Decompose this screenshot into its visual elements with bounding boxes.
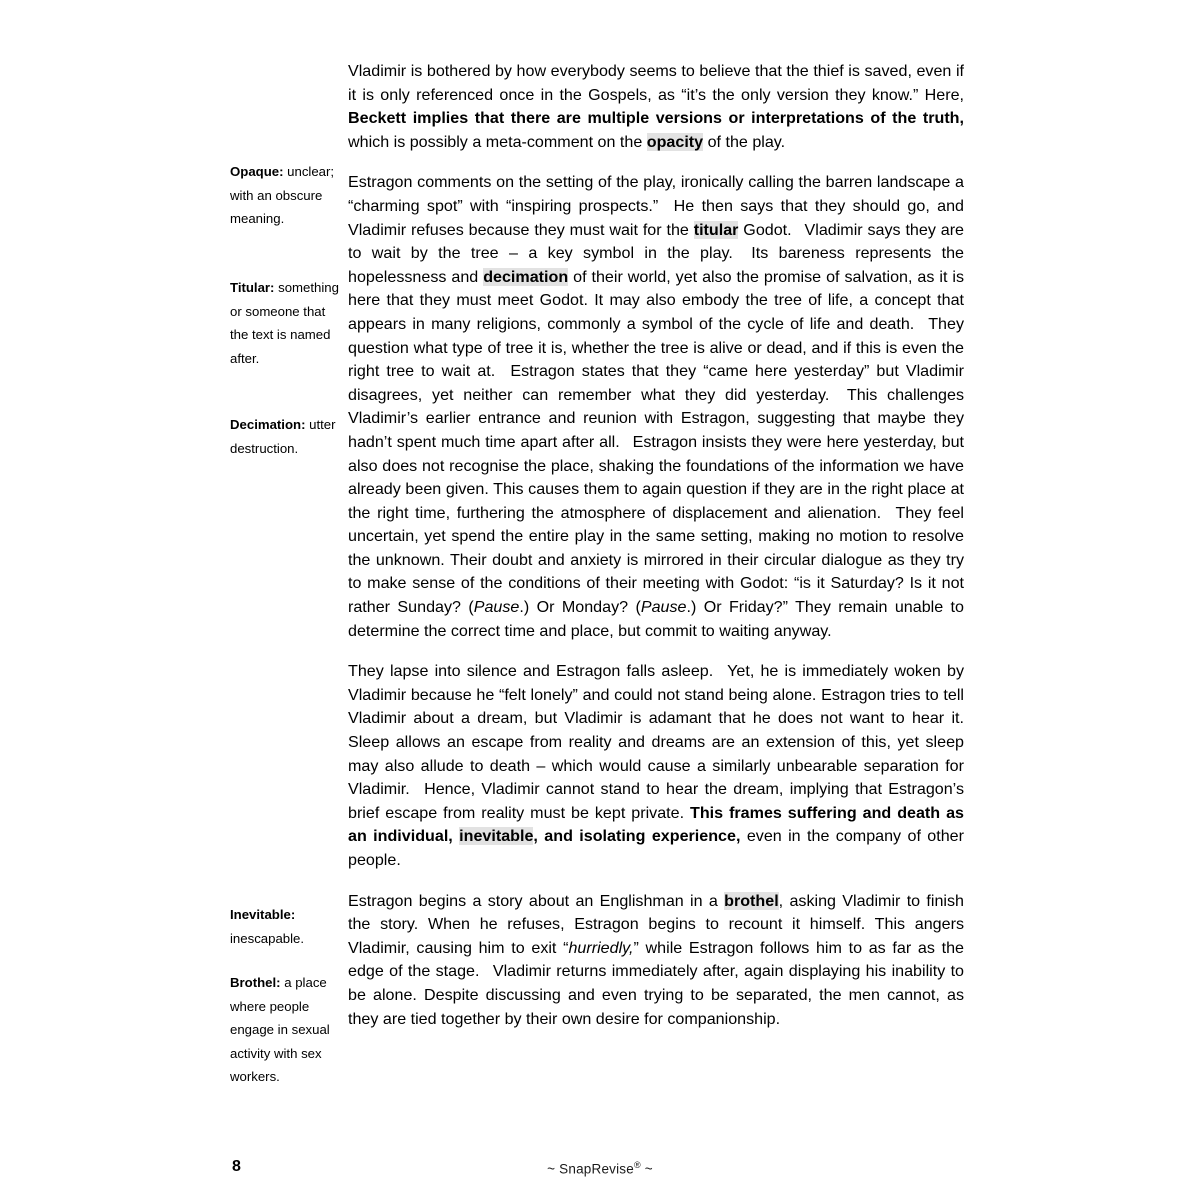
italic-text-run: Pause [473,598,520,617]
text-run: ” while Estragon follows him to as far as the edge of the stage. Vladimir returns immediately after, again displaying his inability to be alone. Despite discussing and even trying to be separated, the men cannot, as they are tied together by their own desire for companionship. [348,938,964,1028]
text-run: even in the company of other people. [348,827,964,869]
glossary-entry [230,276,342,370]
italic-text-run: Pause [640,598,687,617]
brand-suffix: ~ [640,1161,653,1177]
text-run: .) Or Friday?” They remain unable to determine the correct time and place, but commit to waiting anyway. [348,598,964,640]
brand-mark [0,1160,1200,1177]
body-paragraph [348,60,964,154]
body-text-column [348,60,964,1031]
glossary-entry [230,160,342,231]
brand-prefix: ~ [547,1161,560,1177]
glossary-term: Inevitable: [230,907,296,922]
highlighted-key-term: brothel [724,891,779,910]
text-run: They lapse into silence and Estragon falls asleep. Yet, he is immediately woken by Vladimir because he “felt lonely” and could not stand being alone. Estragon tries to tell Vladimir about a dream, but Vladimir is adamant that he does not want to hear it. Sleep allows an escape from reality and dreams are an extension of this, yet sleep may also allude to death – which would cause a similarly unbearable separation for Vladimir. Hence, Vladimir cannot stand to hear the dream, implying that Estragon’s brief escape from reality must be kept private. [348,662,964,822]
italic-text-run: hurriedly, [568,938,634,957]
glossary-definition: a place where people engage in sexual activity with sex workers. [230,975,330,1084]
glossary-entry [230,413,342,460]
text-run: .) Or Monday? ( [519,598,641,617]
page-footer [0,1158,1200,1188]
registered-trademark-icon: ® [633,1160,641,1170]
glossary-definition: inescapable. [230,930,305,946]
highlighted-key-term: opacity [646,132,704,151]
glossary-definition: utter destruction. [230,417,336,456]
body-paragraph [348,660,964,872]
text-run: Godot. Vladimir says they are to wait by the tree – a key symbol in the play. Its bareness represents the hopelessness and [348,220,964,286]
text-run: Estragon begins a story about an Englishman in a [348,891,725,910]
glossary-term: Decimation: [230,417,306,432]
glossary-definition: unclear; with an obscure meaning. [230,164,335,226]
bold-text-run: , [533,827,538,846]
text-run: Estragon comments on the setting of the play, ironically calling the barren landscape a “charming spot” with “inspiring prospects.” He then says that they should go, and Vladimir refuses because they must wait for the [348,173,964,239]
glossary-entry [230,971,342,1089]
glossary-term: Opaque: [230,164,284,179]
text-run: which is possibly a meta-comment on the [348,132,647,151]
highlighted-key-term: titular [693,220,739,239]
page-number: 8 [232,1158,241,1175]
glossary-term: Brothel: [230,975,281,990]
brand-name: SnapRevise [559,1161,634,1177]
glossary-entry [230,903,342,950]
text-run: Vladimir is bothered by how everybody seems to believe that the thief is saved, even if it is only referenced once in the Gospels, as “it’s the only version they know.” Here, [348,62,964,104]
text-run: of their world, yet also the promise of salvation, as it is here that they must meet Godot. It may also embody the tree of life, a concept that appears in many religions, commonly a symbol of the cycle of life and death. They question what type of tree it is, whether the tree is alive or dead, and if this is even the right tree to wait at. Estragon states that they “came here yesterday” but Vladimir disagrees, yet neither can remember what they did yesterday. This challenges Vladimir’s earlier entrance and reunion with Estragon, suggesting that maybe they hadn’t spent much time apart after all. Estragon insists they were here yesterday, but also does not recognise the place, shaking the foundations of the information we have already been given. This causes them to again question if they are in the right place at the right time, furthering the atmosphere of displacement and alienation. They feel uncertain, yet spend the entire play in the same setting, making no motion to resolve the unknown. Their doubt and anxiety is mirrored in their circular dialogue as they try to make sense of the conditions of their meeting with Godot: “is it Saturday? Is it not rather Sunday? ( [348,267,964,617]
bold-text-run: and isolating experience, [537,827,741,846]
highlighted-key-term: inevitable [459,827,534,846]
text-run: of the play. [703,132,786,151]
bold-text-run: Beckett implies that there are multiple versions or interpretations of the truth, [348,109,964,128]
bold-text-run: This frames suffering and death as an individual, [348,803,964,846]
highlighted-key-term: decimation [483,267,569,286]
glossary-definition: something or someone that the text is named after. [230,280,339,366]
body-paragraph [348,171,964,643]
glossary-term: Titular: [230,280,275,295]
text-run: , asking Vladimir to finish the story. When he refuses, Estragon begins to recount it himself. This angers Vladimir, causing him to exit “ [348,891,964,957]
body-paragraph [348,890,964,1032]
